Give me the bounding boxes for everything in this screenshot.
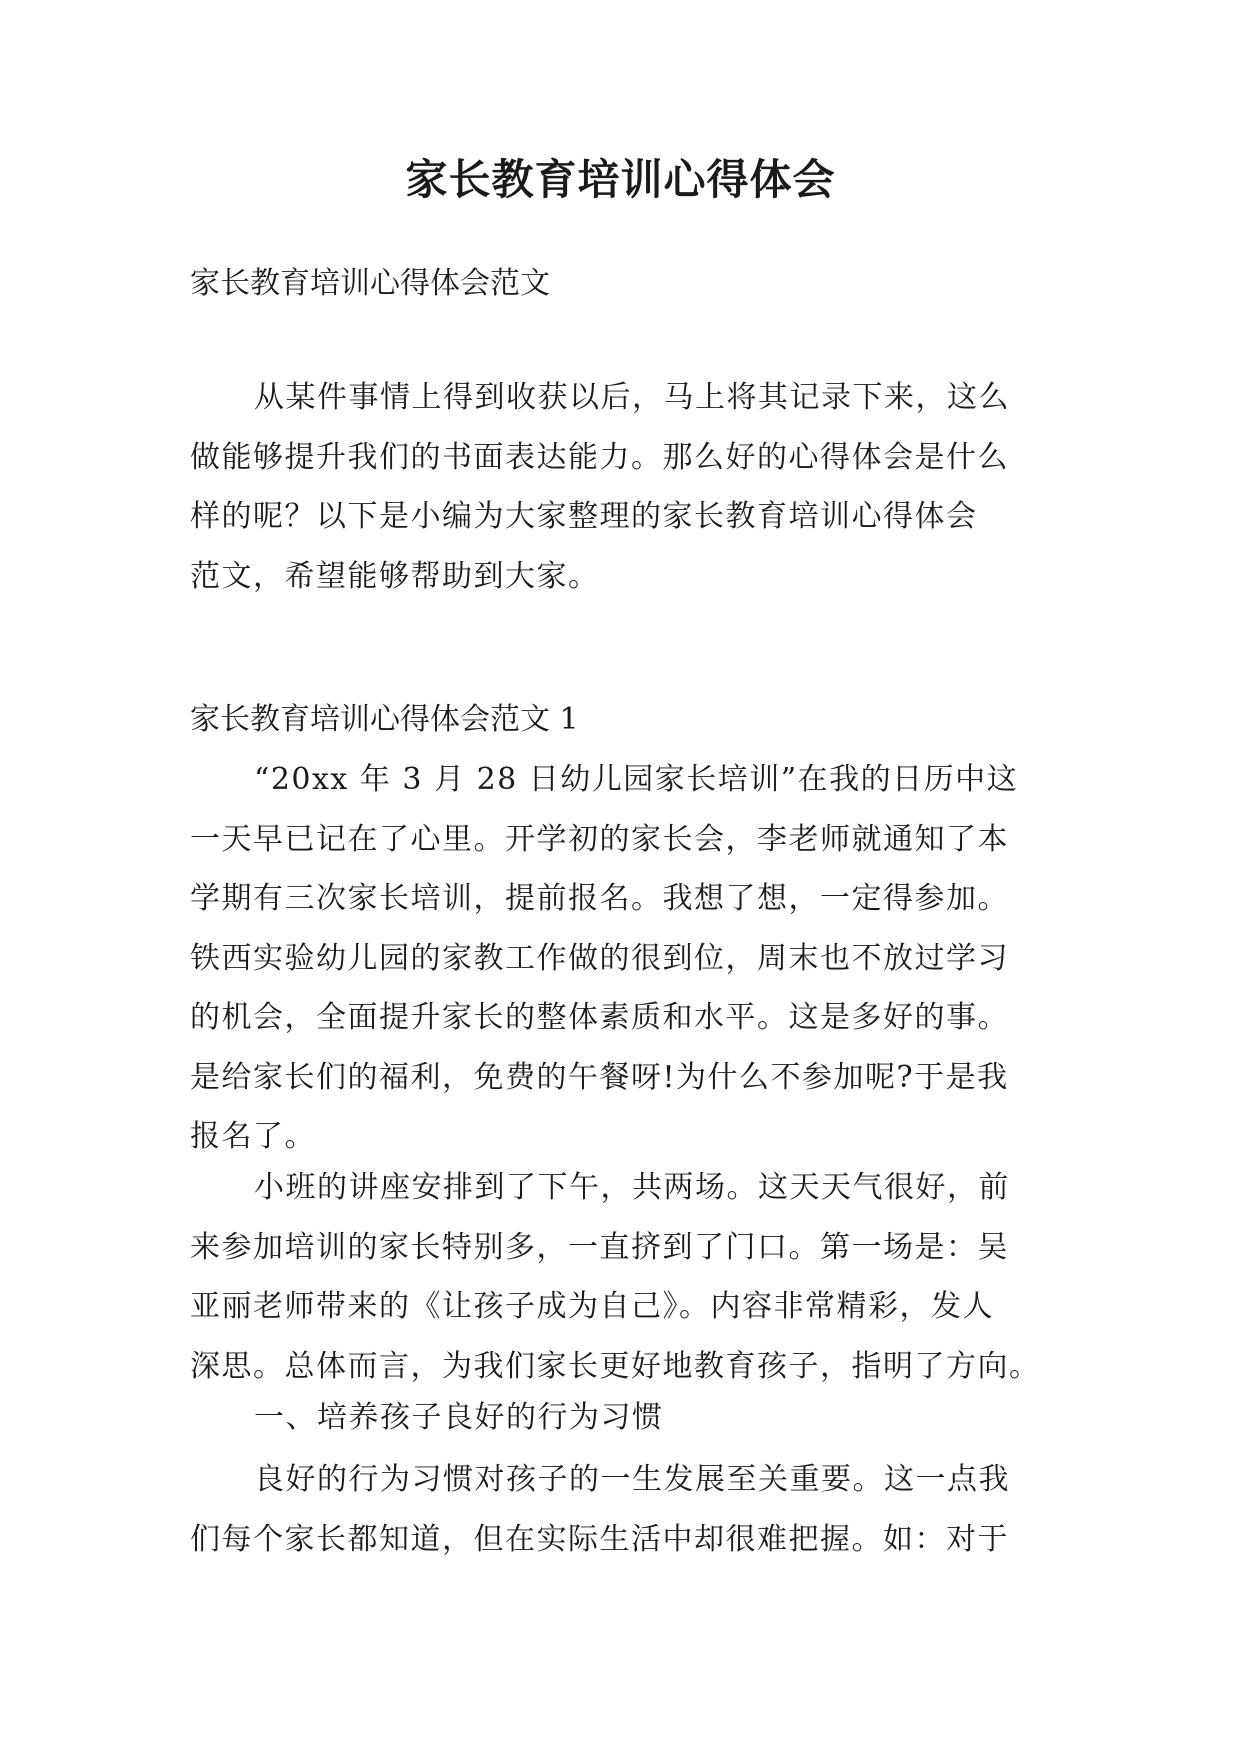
paragraph-line: 小班的讲座安排到了下午，共两场。这天天气很好，前 xyxy=(254,1170,1010,1205)
paragraph-line: 铁西实验幼儿园的家教工作做的很到位，周末也不放过学习 xyxy=(190,940,1009,976)
body-paragraph-2 xyxy=(190,1158,1060,1396)
intro-paragraph xyxy=(190,368,1060,606)
document-subtitle: 家长教育培训心得体会范文 xyxy=(190,266,550,301)
body-paragraph-1 xyxy=(190,750,1060,1167)
paragraph-line: 报名了。 xyxy=(190,1119,316,1154)
subheading-habits: 一、培养孩子良好的行为习惯 xyxy=(254,1400,664,1435)
intro-line: 样的呢？以下是小编为大家整理的家长教育培训心得体会 xyxy=(190,499,978,534)
document-title: 家长教育培训心得体会 xyxy=(405,155,836,204)
paragraph-line: 亚丽老师带来的《让孩子成为自己》。内容非常精彩，发人 xyxy=(190,1289,994,1324)
paragraph-line: 的机会，全面提升家长的整体素质和水平。这是多好的事。 xyxy=(190,1000,1009,1035)
paragraph-line: 一天早已记在了心里。开学初的家长会，李老师就通知了本 xyxy=(190,821,1009,857)
paragraph-line: 是给家长们的福利，免费的午餐呀!为什么不参加呢?于是我 xyxy=(190,1059,1009,1095)
paragraph-line: 良好的行为习惯对孩子的一生发展至关重要。这一点我 xyxy=(254,1462,1010,1497)
paragraph-line: “20xx 年 3 月 28 日幼儿园家长培训”在我的日历中这 xyxy=(254,762,1019,797)
paragraph-line: 来参加培训的家长特别多，一直挤到了门口。第一场是：吴 xyxy=(190,1229,1009,1265)
intro-line: 范文，希望能够帮助到大家。 xyxy=(190,558,600,594)
intro-line: 做能够提升我们的书面表达能力。那么好的心得体会是什么 xyxy=(190,439,1009,475)
paragraph-line: 们每个家长都知道，但在实际生活中却很难把握。如：对于 xyxy=(190,1521,1009,1557)
section-heading: 家长教育培训心得体会范文 1 xyxy=(190,702,579,737)
intro-line: 从某件事情上得到收获以后，马上将其记录下来，这么 xyxy=(254,380,1010,415)
paragraph-line: 深思。总体而言，为我们家长更好地教育孩子，指明了方向。 xyxy=(190,1348,1041,1384)
paragraph-line: 学期有三次家长培训，提前报名。我想了想，一定得参加。 xyxy=(190,881,1009,916)
body-paragraph-3 xyxy=(190,1450,1060,1569)
